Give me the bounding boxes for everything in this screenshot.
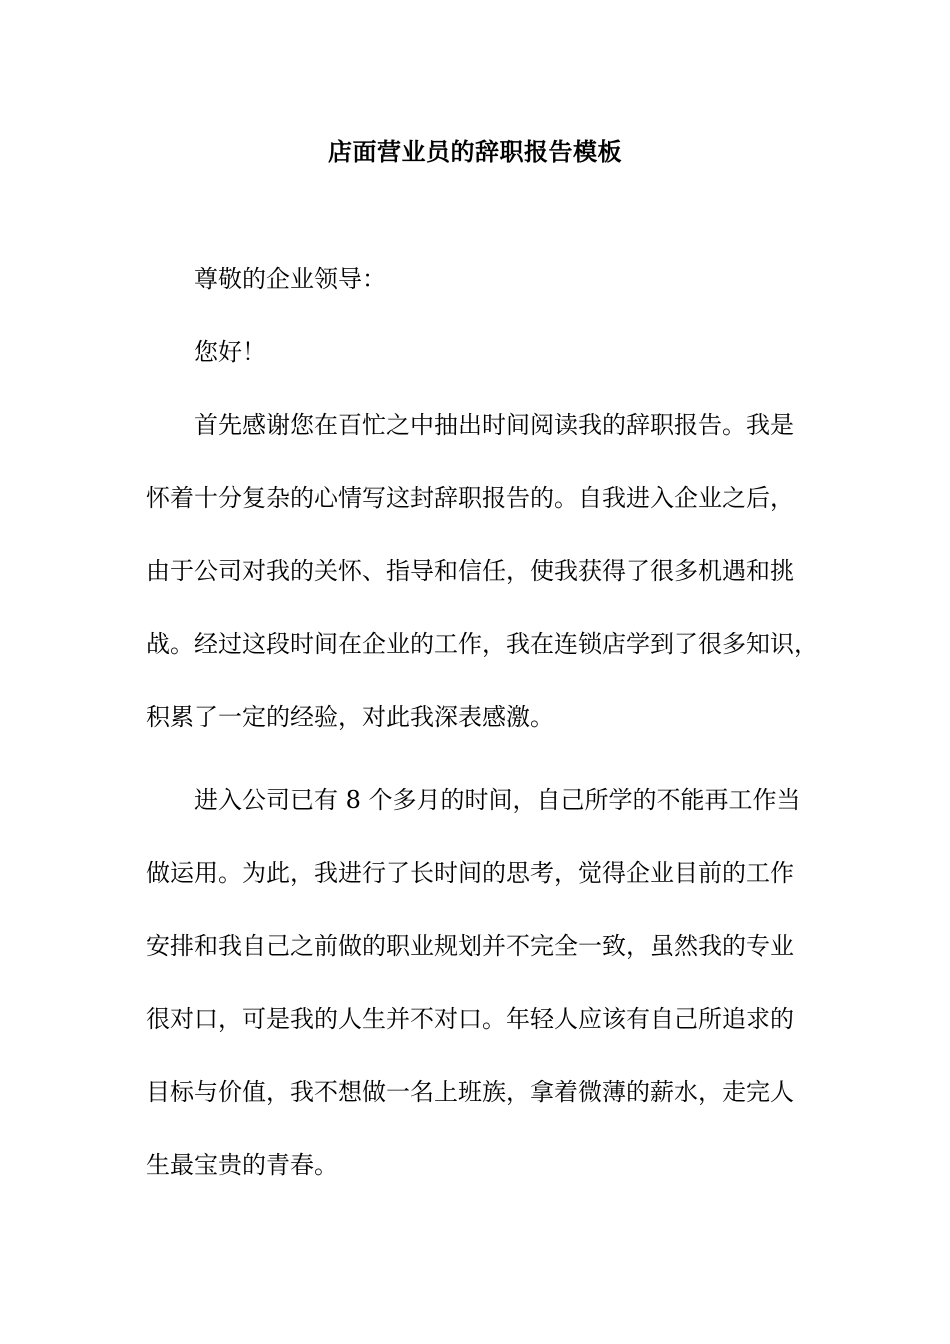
paragraph-1-line-3: 由于公司对我的关怀、指导和信任，使我获得了很多机遇和挑 xyxy=(146,557,794,585)
paragraph-2-line-5: 目标与价值，我不想做一名上班族，拿着微薄的薪水，走完人 xyxy=(146,1078,794,1106)
paragraph-2-line-2: 做运用。为此，我进行了长时间的思考，觉得企业目前的工作 xyxy=(146,859,794,887)
paragraph-2-line-6: 生最宝贵的青春。 xyxy=(146,1151,338,1179)
paragraph-1-line-4: 战。经过这段时间在企业的工作，我在连锁店学到了很多知识， xyxy=(146,630,818,658)
paragraph-1-line-2: 怀着十分复杂的心情写这封辞职报告的。自我进入企业之后， xyxy=(146,484,794,512)
paragraph-2-line-1: 进入公司已有 8 个多月的时间，自己所学的不能再工作当 xyxy=(194,786,801,814)
greeting: 您好！ xyxy=(194,338,266,366)
document-title: 店面营业员的辞职报告模板 xyxy=(328,138,622,166)
paragraph-2-line-4: 很对口，可是我的人生并不对口。年轻人应该有自己所追求的 xyxy=(146,1005,794,1033)
salutation: 尊敬的企业领导： xyxy=(194,265,386,293)
paragraph-1-line-5: 积累了一定的经验，对此我深表感激。 xyxy=(146,703,554,731)
paragraph-2-line-3: 安排和我自己之前做的职业规划并不完全一致，虽然我的专业 xyxy=(146,932,794,960)
paragraph-1-line-1: 首先感谢您在百忙之中抽出时间阅读我的辞职报告。我是 xyxy=(194,411,794,439)
